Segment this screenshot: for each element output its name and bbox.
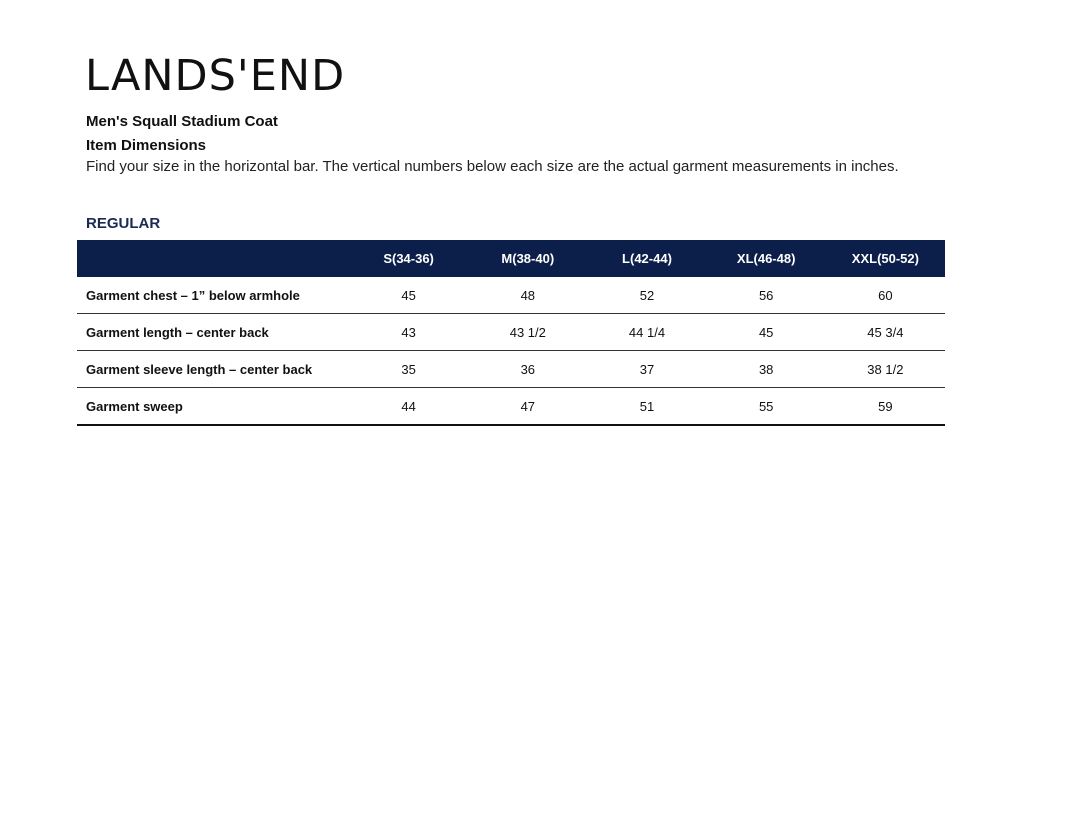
measurement-value: 51 [587, 388, 706, 426]
measurement-value: 55 [707, 388, 826, 426]
measurement-value: 38 [707, 351, 826, 388]
measurement-value: 47 [468, 388, 587, 426]
table-row [77, 314, 945, 351]
product-title: Men's Squall Stadium Coat [86, 113, 278, 130]
measurement-label: Garment chest – 1” below armhole [77, 277, 349, 314]
size-header-l: L(42-44) [587, 240, 706, 277]
size-header-s: S(34-36) [349, 240, 468, 277]
measurement-label: Garment length – center back [77, 314, 349, 351]
section-subtitle: Item Dimensions [86, 137, 207, 154]
header-label-cell [77, 240, 349, 277]
table-row [77, 351, 945, 388]
measurement-value: 60 [826, 277, 945, 314]
fit-section-label: REGULAR [86, 215, 161, 232]
measurement-value: 44 [349, 388, 468, 426]
measurement-value: 59 [826, 388, 945, 426]
table-row [77, 277, 945, 314]
brand-logo: LANDS'END [85, 51, 346, 101]
measurement-value: 38 1/2 [826, 351, 945, 388]
measurement-value: 35 [349, 351, 468, 388]
size-instructions: Find your size in the horizontal bar. The vertical numbers below each size are the actual garment measurements in inches. [86, 158, 899, 175]
measurement-value: 43 [349, 314, 468, 351]
table-row [77, 388, 945, 426]
size-chart-table [77, 240, 945, 426]
measurement-value: 45 [349, 277, 468, 314]
measurement-value: 36 [468, 351, 587, 388]
size-header-xl: XL(46-48) [707, 240, 826, 277]
measurement-value: 44 1/4 [587, 314, 706, 351]
measurement-value: 52 [587, 277, 706, 314]
measurement-label: Garment sleeve length – center back [77, 351, 349, 388]
size-header-m: M(38-40) [468, 240, 587, 277]
measurement-value: 45 [707, 314, 826, 351]
measurement-value: 56 [707, 277, 826, 314]
size-header-xxl: XXL(50-52) [826, 240, 945, 277]
measurement-value: 45 3/4 [826, 314, 945, 351]
measurement-value: 43 1/2 [468, 314, 587, 351]
measurement-value: 48 [468, 277, 587, 314]
measurement-value: 37 [587, 351, 706, 388]
measurement-label: Garment sweep [77, 388, 349, 426]
size-header-row [77, 240, 945, 277]
